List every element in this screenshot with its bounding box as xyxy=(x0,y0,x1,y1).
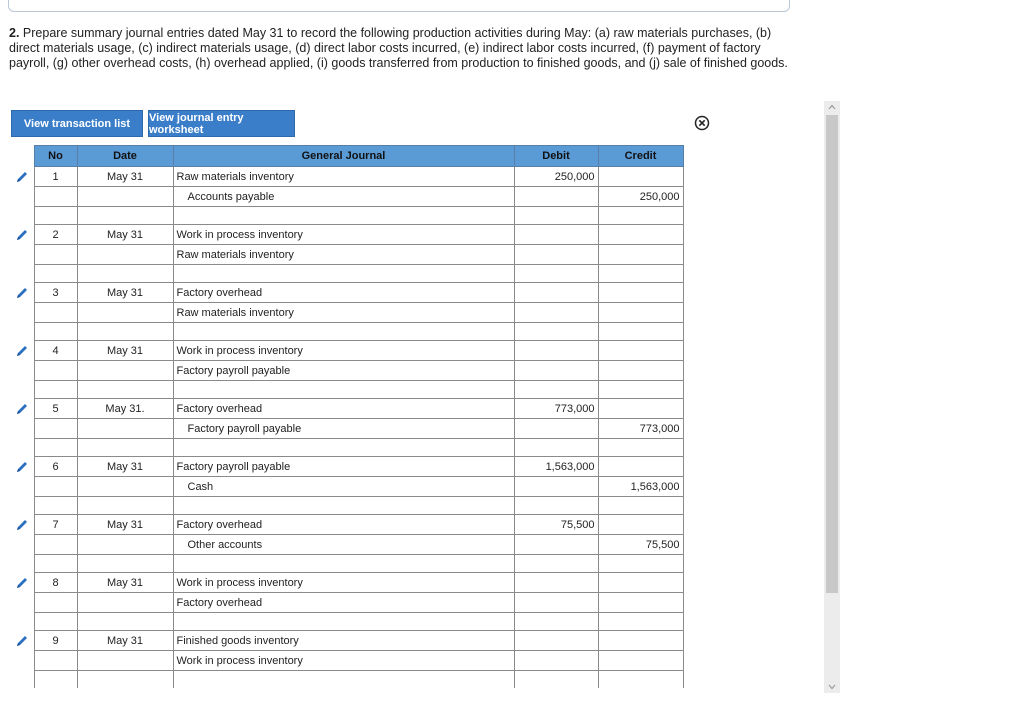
edit-cell-empty xyxy=(11,303,34,323)
edit-cell-empty xyxy=(11,593,34,613)
entry-number: 4 xyxy=(34,341,77,361)
entry-date[interactable]: May 31 xyxy=(77,167,173,187)
table-row-blank xyxy=(11,323,683,341)
question-text xyxy=(9,26,799,71)
edit-cell-empty xyxy=(11,439,34,457)
table-row-blank xyxy=(11,671,683,689)
view-journal-entry-worksheet-button[interactable]: View journal entry worksheet xyxy=(148,110,295,137)
blank-cell xyxy=(34,265,77,283)
table-row xyxy=(11,477,683,497)
pencil-icon[interactable] xyxy=(15,460,29,472)
scrollbar-thumb[interactable] xyxy=(826,115,838,593)
blank-cell[interactable] xyxy=(514,671,598,689)
credit-account[interactable]: Factory overhead xyxy=(173,593,514,613)
header-general-journal: General Journal xyxy=(173,146,514,167)
edit-column-header xyxy=(11,146,34,167)
edit-cell-empty xyxy=(11,671,34,689)
credit-amount-empty[interactable] xyxy=(598,225,683,245)
credit-amount-empty[interactable] xyxy=(598,167,683,187)
credit-account[interactable]: Accounts payable xyxy=(173,187,514,207)
table-row-blank xyxy=(11,207,683,225)
entry-number-empty xyxy=(34,245,77,265)
entry-number: 7 xyxy=(34,515,77,535)
debit-amount[interactable] xyxy=(514,631,598,651)
table-row xyxy=(11,167,683,187)
blank-cell[interactable] xyxy=(77,439,173,457)
blank-cell[interactable] xyxy=(173,555,514,573)
debit-amount[interactable] xyxy=(514,573,598,593)
view-transaction-list-button[interactable]: View transaction list xyxy=(11,110,143,137)
entry-date-empty[interactable] xyxy=(77,535,173,555)
edit-cell-empty xyxy=(11,323,34,341)
edit-cell-empty xyxy=(11,207,34,225)
credit-account[interactable]: Raw materials inventory xyxy=(173,303,514,323)
debit-amount-empty[interactable] xyxy=(514,303,598,323)
edit-entry-button[interactable] xyxy=(11,399,34,419)
header-date: Date xyxy=(77,146,173,167)
blank-cell xyxy=(34,323,77,341)
edit-cell-empty xyxy=(11,651,34,671)
entry-number: 5 xyxy=(34,399,77,419)
debit-account[interactable]: Factory overhead xyxy=(173,283,514,303)
blank-cell[interactable] xyxy=(598,439,683,457)
edit-entry-button[interactable] xyxy=(11,225,34,245)
debit-account[interactable]: Work in process inventory xyxy=(173,225,514,245)
credit-account[interactable]: Other accounts xyxy=(173,535,514,555)
entry-date-empty[interactable] xyxy=(77,303,173,323)
blank-cell xyxy=(34,613,77,631)
debit-account[interactable]: Work in process inventory xyxy=(173,573,514,593)
blank-cell[interactable] xyxy=(173,381,514,399)
blank-cell[interactable] xyxy=(514,497,598,515)
entry-number: 6 xyxy=(34,457,77,477)
debit-amount[interactable] xyxy=(514,225,598,245)
table-row xyxy=(11,341,683,361)
debit-amount-empty[interactable] xyxy=(514,245,598,265)
edit-cell-empty xyxy=(11,477,34,497)
edit-cell-empty xyxy=(11,497,34,515)
blank-cell[interactable] xyxy=(598,555,683,573)
credit-amount[interactable]: 250,000 xyxy=(598,187,683,207)
edit-entry-button[interactable] xyxy=(11,283,34,303)
blank-cell xyxy=(34,671,77,689)
pencil-icon[interactable] xyxy=(15,402,29,414)
edit-cell-empty xyxy=(11,265,34,283)
table-row-blank xyxy=(11,555,683,573)
credit-amount[interactable] xyxy=(598,361,683,381)
credit-account[interactable]: Work in process inventory xyxy=(173,651,514,671)
edit-entry-button[interactable] xyxy=(11,515,34,535)
blank-cell xyxy=(34,497,77,515)
table-row xyxy=(11,361,683,381)
header-no: No xyxy=(34,146,77,167)
blank-cell[interactable] xyxy=(173,323,514,341)
debit-amount-empty[interactable] xyxy=(514,651,598,671)
entry-date[interactable]: May 31. xyxy=(77,399,173,419)
pencil-icon[interactable] xyxy=(15,344,29,356)
pencil-icon[interactable] xyxy=(15,170,29,182)
blank-cell[interactable] xyxy=(77,671,173,689)
credit-amount[interactable]: 1,563,000 xyxy=(598,477,683,497)
question-body: Prepare summary journal entries dated May 31 to record the following production activities during May: (a) raw materials purchases, (b) direct materials usage, (c) indirect materials usage, (d) direct labor costs incurred, (e) indirect labor costs incurred, (f) payment of factory payroll, (g) other overhead costs, (h) overhead applied, (i) goods transferred from production to finished goods, and (j) sale of finished goods. xyxy=(9,26,788,70)
entry-date[interactable]: May 31 xyxy=(77,573,173,593)
credit-amount-empty[interactable] xyxy=(598,573,683,593)
blank-cell[interactable] xyxy=(77,497,173,515)
pencil-icon[interactable] xyxy=(15,228,29,240)
blank-cell[interactable] xyxy=(598,671,683,689)
blank-cell xyxy=(34,381,77,399)
entry-date-empty[interactable] xyxy=(77,651,173,671)
entry-number-empty xyxy=(34,651,77,671)
debit-account[interactable]: Factory payroll payable xyxy=(173,457,514,477)
entry-date-empty[interactable] xyxy=(77,187,173,207)
blank-cell xyxy=(34,439,77,457)
entry-date-empty[interactable] xyxy=(77,245,173,265)
edit-entry-button[interactable] xyxy=(11,341,34,361)
entry-number-empty xyxy=(34,419,77,439)
table-row-blank xyxy=(11,381,683,399)
pencil-icon[interactable] xyxy=(15,286,29,298)
entry-date[interactable]: May 31 xyxy=(77,283,173,303)
entry-number-empty xyxy=(34,477,77,497)
edit-cell-empty xyxy=(11,245,34,265)
edit-entry-button[interactable] xyxy=(11,167,34,187)
credit-amount-empty[interactable] xyxy=(598,341,683,361)
debit-amount[interactable]: 250,000 xyxy=(514,167,598,187)
entry-number: 9 xyxy=(34,631,77,651)
table-row xyxy=(11,457,683,477)
blank-cell[interactable] xyxy=(514,381,598,399)
edit-cell-empty xyxy=(11,613,34,631)
table-row xyxy=(11,187,683,207)
debit-amount[interactable]: 773,000 xyxy=(514,399,598,419)
blank-cell[interactable] xyxy=(173,613,514,631)
vertical-scrollbar[interactable] xyxy=(824,101,840,693)
blank-cell[interactable] xyxy=(598,613,683,631)
blank-cell[interactable] xyxy=(598,381,683,399)
blank-cell[interactable] xyxy=(598,265,683,283)
credit-account[interactable]: Raw materials inventory xyxy=(173,245,514,265)
table-header-row xyxy=(11,146,683,167)
close-circle-icon[interactable] xyxy=(694,115,710,131)
table-row xyxy=(11,399,683,419)
edit-cell-empty xyxy=(11,419,34,439)
table-row xyxy=(11,593,683,613)
blank-cell[interactable] xyxy=(77,265,173,283)
table-row-blank xyxy=(11,497,683,515)
scroll-down-arrow-icon[interactable] xyxy=(824,681,840,693)
credit-account[interactable]: Cash xyxy=(173,477,514,497)
scroll-up-arrow-icon[interactable] xyxy=(824,101,840,113)
blank-cell[interactable] xyxy=(77,613,173,631)
debit-account[interactable]: Finished goods inventory xyxy=(173,631,514,651)
debit-account[interactable]: Raw materials inventory xyxy=(173,167,514,187)
entry-date-empty[interactable] xyxy=(77,419,173,439)
blank-cell[interactable] xyxy=(77,555,173,573)
table-row xyxy=(11,651,683,671)
entry-number: 8 xyxy=(34,573,77,593)
entry-number: 3 xyxy=(34,283,77,303)
header-debit: Debit xyxy=(514,146,598,167)
table-row-blank xyxy=(11,265,683,283)
credit-amount-empty[interactable] xyxy=(598,399,683,419)
debit-account[interactable]: Work in process inventory xyxy=(173,341,514,361)
previous-panel-frame xyxy=(8,0,790,12)
blank-cell[interactable] xyxy=(77,207,173,225)
debit-amount-empty[interactable] xyxy=(514,535,598,555)
blank-cell[interactable] xyxy=(598,207,683,225)
edit-entry-button[interactable] xyxy=(11,631,34,651)
entry-date-empty[interactable] xyxy=(77,593,173,613)
debit-amount-empty[interactable] xyxy=(514,477,598,497)
blank-cell[interactable] xyxy=(173,265,514,283)
blank-cell[interactable] xyxy=(514,439,598,457)
credit-amount-empty[interactable] xyxy=(598,283,683,303)
blank-cell[interactable] xyxy=(77,381,173,399)
debit-amount[interactable]: 1,563,000 xyxy=(514,457,598,477)
table-row xyxy=(11,535,683,555)
debit-amount-empty[interactable] xyxy=(514,593,598,613)
debit-amount-empty[interactable] xyxy=(514,361,598,381)
blank-cell[interactable] xyxy=(598,497,683,515)
credit-amount-empty[interactable] xyxy=(598,457,683,477)
blank-cell[interactable] xyxy=(173,439,514,457)
credit-amount[interactable]: 773,000 xyxy=(598,419,683,439)
credit-amount[interactable] xyxy=(598,593,683,613)
entry-number-empty xyxy=(34,303,77,323)
table-row xyxy=(11,515,683,535)
credit-amount-empty[interactable] xyxy=(598,631,683,651)
table-row xyxy=(11,573,683,593)
edit-cell-empty xyxy=(11,555,34,573)
blank-cell[interactable] xyxy=(173,671,514,689)
credit-amount[interactable] xyxy=(598,651,683,671)
pencil-icon[interactable] xyxy=(15,634,29,646)
debit-account[interactable]: Factory overhead xyxy=(173,515,514,535)
header-credit: Credit xyxy=(598,146,683,167)
table-row-blank xyxy=(11,613,683,631)
table-row xyxy=(11,631,683,651)
debit-amount-empty[interactable] xyxy=(514,187,598,207)
entry-number: 1 xyxy=(34,167,77,187)
entry-number-empty xyxy=(34,361,77,381)
blank-cell[interactable] xyxy=(514,265,598,283)
blank-cell[interactable] xyxy=(514,613,598,631)
credit-amount-empty[interactable] xyxy=(598,515,683,535)
table-row xyxy=(11,303,683,323)
blank-cell[interactable] xyxy=(173,207,514,225)
debit-amount[interactable]: 75,500 xyxy=(514,515,598,535)
table-row xyxy=(11,419,683,439)
edit-entry-button[interactable] xyxy=(11,573,34,593)
debit-account[interactable]: Factory overhead xyxy=(173,399,514,419)
table-row xyxy=(11,245,683,265)
blank-cell xyxy=(34,207,77,225)
blank-cell[interactable] xyxy=(173,497,514,515)
credit-account[interactable]: Factory payroll payable xyxy=(173,419,514,439)
entry-date[interactable]: May 31 xyxy=(77,341,173,361)
entry-date-empty[interactable] xyxy=(77,477,173,497)
blank-cell xyxy=(34,555,77,573)
entry-date[interactable]: May 31 xyxy=(77,457,173,477)
blank-cell[interactable] xyxy=(514,207,598,225)
question-number: 2. xyxy=(9,26,20,40)
debit-amount-empty[interactable] xyxy=(514,419,598,439)
credit-amount[interactable]: 75,500 xyxy=(598,535,683,555)
blank-cell[interactable] xyxy=(598,323,683,341)
entry-date[interactable]: May 31 xyxy=(77,225,173,245)
entry-number-empty xyxy=(34,535,77,555)
credit-account[interactable]: Factory payroll payable xyxy=(173,361,514,381)
entry-date-empty[interactable] xyxy=(77,361,173,381)
pencil-icon[interactable] xyxy=(15,518,29,530)
credit-amount[interactable] xyxy=(598,245,683,265)
general-journal-table xyxy=(11,145,684,688)
journal-table-container xyxy=(11,145,684,688)
edit-cell-empty xyxy=(11,535,34,555)
entry-number: 2 xyxy=(34,225,77,245)
pencil-icon[interactable] xyxy=(15,576,29,588)
entry-number-empty xyxy=(34,187,77,207)
entry-date[interactable]: May 31 xyxy=(77,515,173,535)
debit-amount[interactable] xyxy=(514,341,598,361)
edit-cell-empty xyxy=(11,187,34,207)
edit-cell-empty xyxy=(11,381,34,399)
table-row xyxy=(11,225,683,245)
edit-cell-empty xyxy=(11,361,34,381)
debit-amount[interactable] xyxy=(514,283,598,303)
entry-number-empty xyxy=(34,593,77,613)
journal-body xyxy=(11,167,683,689)
edit-entry-button[interactable] xyxy=(11,457,34,477)
blank-cell[interactable] xyxy=(514,323,598,341)
credit-amount[interactable] xyxy=(598,303,683,323)
blank-cell[interactable] xyxy=(77,323,173,341)
table-row xyxy=(11,283,683,303)
blank-cell[interactable] xyxy=(514,555,598,573)
entry-date[interactable]: May 31 xyxy=(77,631,173,651)
table-row-blank xyxy=(11,439,683,457)
